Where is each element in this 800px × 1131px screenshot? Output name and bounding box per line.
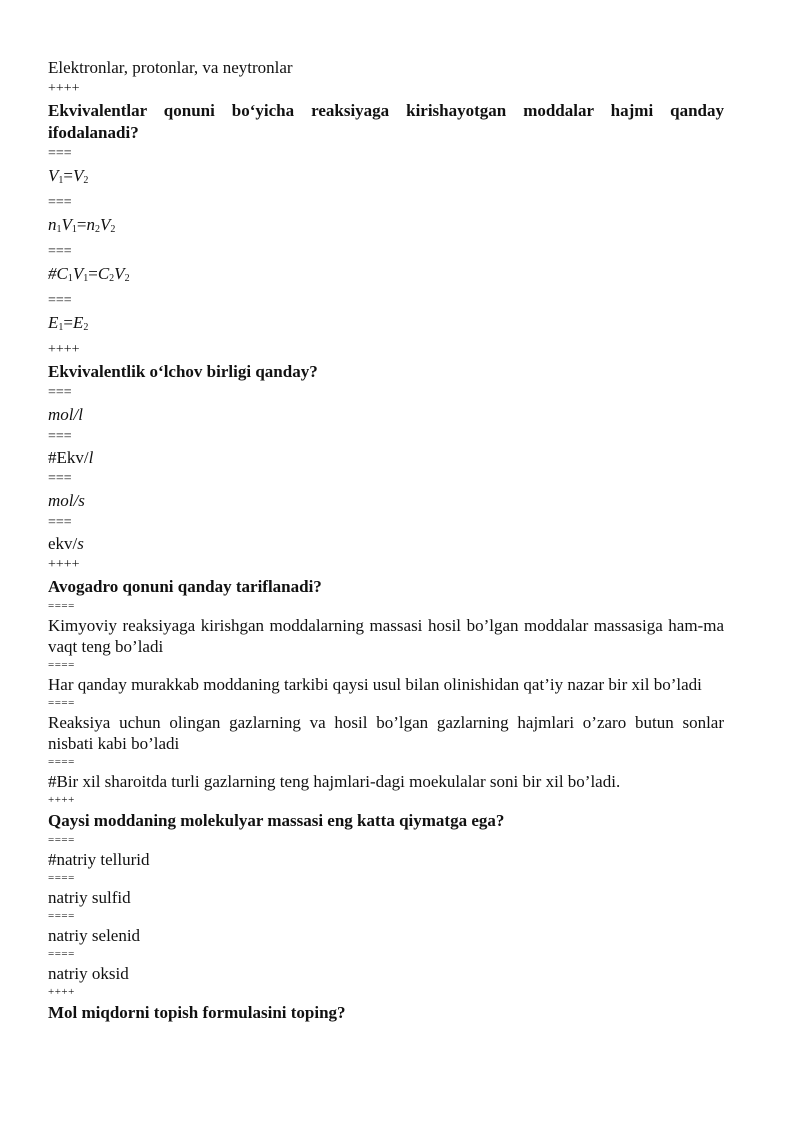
separator-eq4: ====	[48, 834, 75, 846]
intro-answer: Elektronlar, protonlar, va neytronlar	[48, 58, 293, 77]
q1-answer-3-correct: $\#C_1V_1=C_2V_2$	[48, 264, 130, 284]
q1-answer-4: $E_1=E_2$	[48, 313, 89, 333]
separator-eq4: ====	[48, 756, 75, 768]
separator-eq: ===	[48, 385, 72, 400]
q4-answer-3: natriy selenid	[48, 926, 141, 945]
separator-eq4: ====	[48, 697, 75, 709]
q4-answer-2: natriy sulfid	[48, 888, 131, 907]
q1-answer-1: $V_1=V_2$	[48, 166, 89, 186]
question-1: Ekvivalentlar qonuni bo‘yicha reaksiyaga kirishayotgan moddalar hajmi qanday ifodalanadi?	[48, 101, 724, 142]
separator-eq: ===	[48, 429, 72, 444]
separator-eq4: ====	[48, 659, 75, 671]
q2-answer-3: mol/s	[48, 491, 85, 510]
separator-eq4: ====	[48, 910, 75, 922]
q4-answer-4: natriy oksid	[48, 964, 129, 983]
separator-plus: ++++	[48, 557, 80, 572]
separator-plus: ++++	[48, 986, 75, 998]
q2-answer-4: ekv/s	[48, 534, 84, 553]
q3-answer-3: Reaksiya uchun olingan gazlarning va hosil bo’lgan gazlarning hajmlari o’zaro butun sonlar nisbati kabi bo’ladi	[48, 713, 724, 753]
separator-eq: ===	[48, 471, 72, 486]
q2-answer-2-correct: #Ekv/l	[48, 448, 94, 467]
document-page	[48, 57, 724, 1024]
q4-answer-1-correct: #natriy tellurid	[48, 850, 150, 869]
separator-plus: ++++	[48, 81, 80, 96]
question-5: Mol miqdorni topish formulasini toping?	[48, 1003, 346, 1022]
separator-eq4: ====	[48, 872, 75, 884]
question-2: Ekvivalentlik o‘lchov birligi qanday?	[48, 362, 318, 381]
separator-eq4: ====	[48, 948, 75, 960]
separator-plus: ++++	[48, 342, 80, 357]
q1-answer-2: $n_1V_1=n_2V_2$	[48, 215, 116, 235]
q3-answer-1: Kimyoviy reaksiyaga kirishgan moddalarning massasi hosil bo’lgan moddalar massasiga ham-ma vaqt teng bo’ladi	[48, 616, 724, 656]
separator-eq: ===	[48, 244, 72, 259]
question-3: Avogadro qonuni qanday tariflanadi?	[48, 577, 322, 596]
q2-answer-1: mol/l	[48, 405, 83, 424]
question-4: Qaysi moddaning molekulyar massasi eng katta qiymatga ega?	[48, 811, 505, 830]
separator-eq: ===	[48, 146, 72, 161]
separator-eq: ===	[48, 515, 72, 530]
q3-answer-4-correct: #Bir xil sharoitda turli gazlarning teng hajmlari-dagi moekulalar soni bir xil bo’ladi.	[48, 772, 621, 791]
separator-plus: ++++	[48, 794, 75, 806]
q3-answer-2: Har qanday murakkab moddaning tarkibi qaysi usul bilan olinishidan qat’iy nazar bir xil bo’ladi	[48, 675, 702, 694]
separator-eq4: ====	[48, 600, 75, 612]
separator-eq: ===	[48, 293, 72, 308]
separator-eq: ===	[48, 195, 72, 210]
